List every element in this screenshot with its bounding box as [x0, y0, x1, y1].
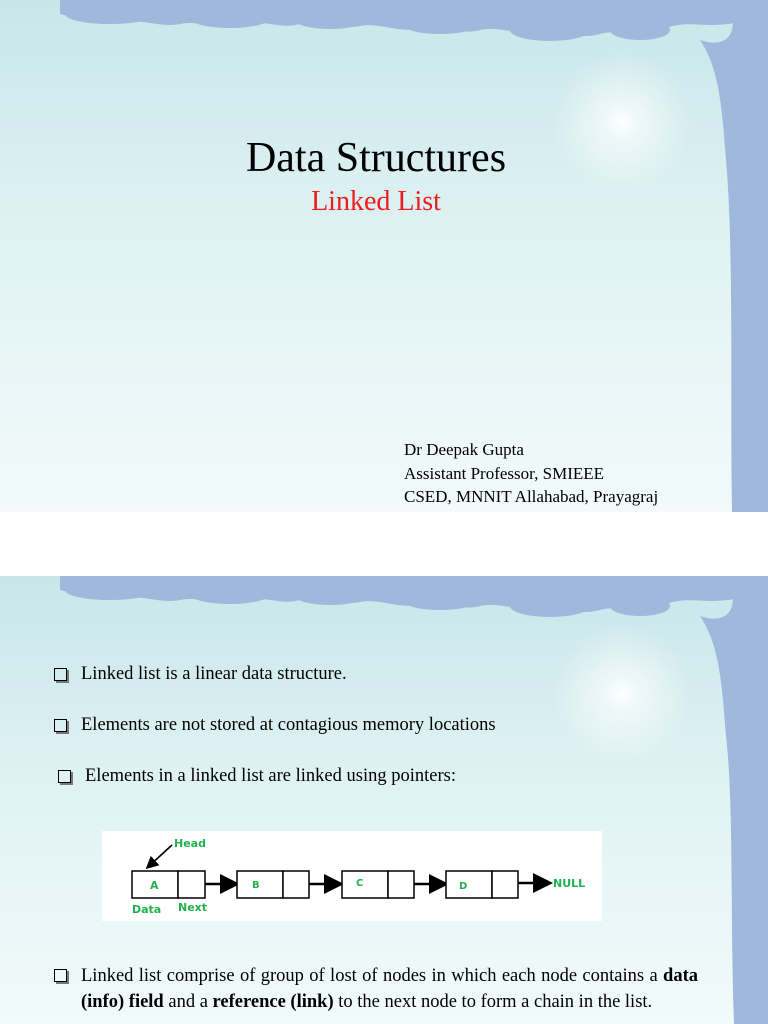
author-name: Dr Deepak Gupta [404, 440, 524, 459]
next-label: Next [178, 901, 208, 914]
slide-separator [0, 512, 768, 576]
bullet-paragraph [54, 963, 698, 1015]
bullet-text: Elements in a linked list are linked using pointers: [85, 766, 456, 786]
checkbox-bullet-icon [54, 668, 67, 681]
slide-subtitle: Linked List [311, 186, 441, 217]
tree-decoration [0, 576, 768, 1024]
bullet-text: Elements are not stored at contagious memory locations [81, 715, 496, 735]
node-b [237, 871, 309, 898]
slide-title: Data Structures [245, 135, 507, 181]
paragraph-text [81, 963, 698, 1015]
bullet-text: Linked list is a linear data structure. [81, 664, 347, 684]
linked-list-diagram [102, 831, 602, 921]
head-label: Head [174, 837, 206, 850]
checkbox-bullet-icon [54, 719, 67, 732]
node-label: A [150, 879, 159, 892]
checkbox-bullet-icon [54, 969, 67, 982]
node-label: C [356, 878, 364, 889]
paragraph-bold: data (info) field [81, 966, 698, 1012]
checkbox-bullet-icon [58, 770, 71, 783]
node-d [446, 871, 518, 898]
data-label: Data [132, 903, 162, 916]
paragraph-bold: reference (link) [212, 992, 334, 1012]
content-slide [0, 576, 768, 1024]
bullet-item [54, 715, 496, 736]
paragraph-part: Linked list comprise of group of lost of nodes in which each node contains a [81, 966, 664, 986]
author-department: CSED, MNNIT Allahabad, Prayagraj [404, 487, 659, 506]
node-label: B [252, 880, 260, 891]
node-label: D [459, 881, 468, 892]
author-position: Assistant Professor, SMIEEE [404, 463, 605, 483]
null-label: NULL [553, 877, 586, 890]
linked-list-svg [102, 831, 602, 921]
node-a [132, 871, 205, 898]
bullet-item [54, 664, 347, 685]
paragraph-part: to the next node to form a chain in the list. [333, 992, 653, 1012]
paragraph-part: and a [163, 992, 213, 1012]
bullet-item [58, 766, 456, 787]
node-c [342, 871, 414, 898]
